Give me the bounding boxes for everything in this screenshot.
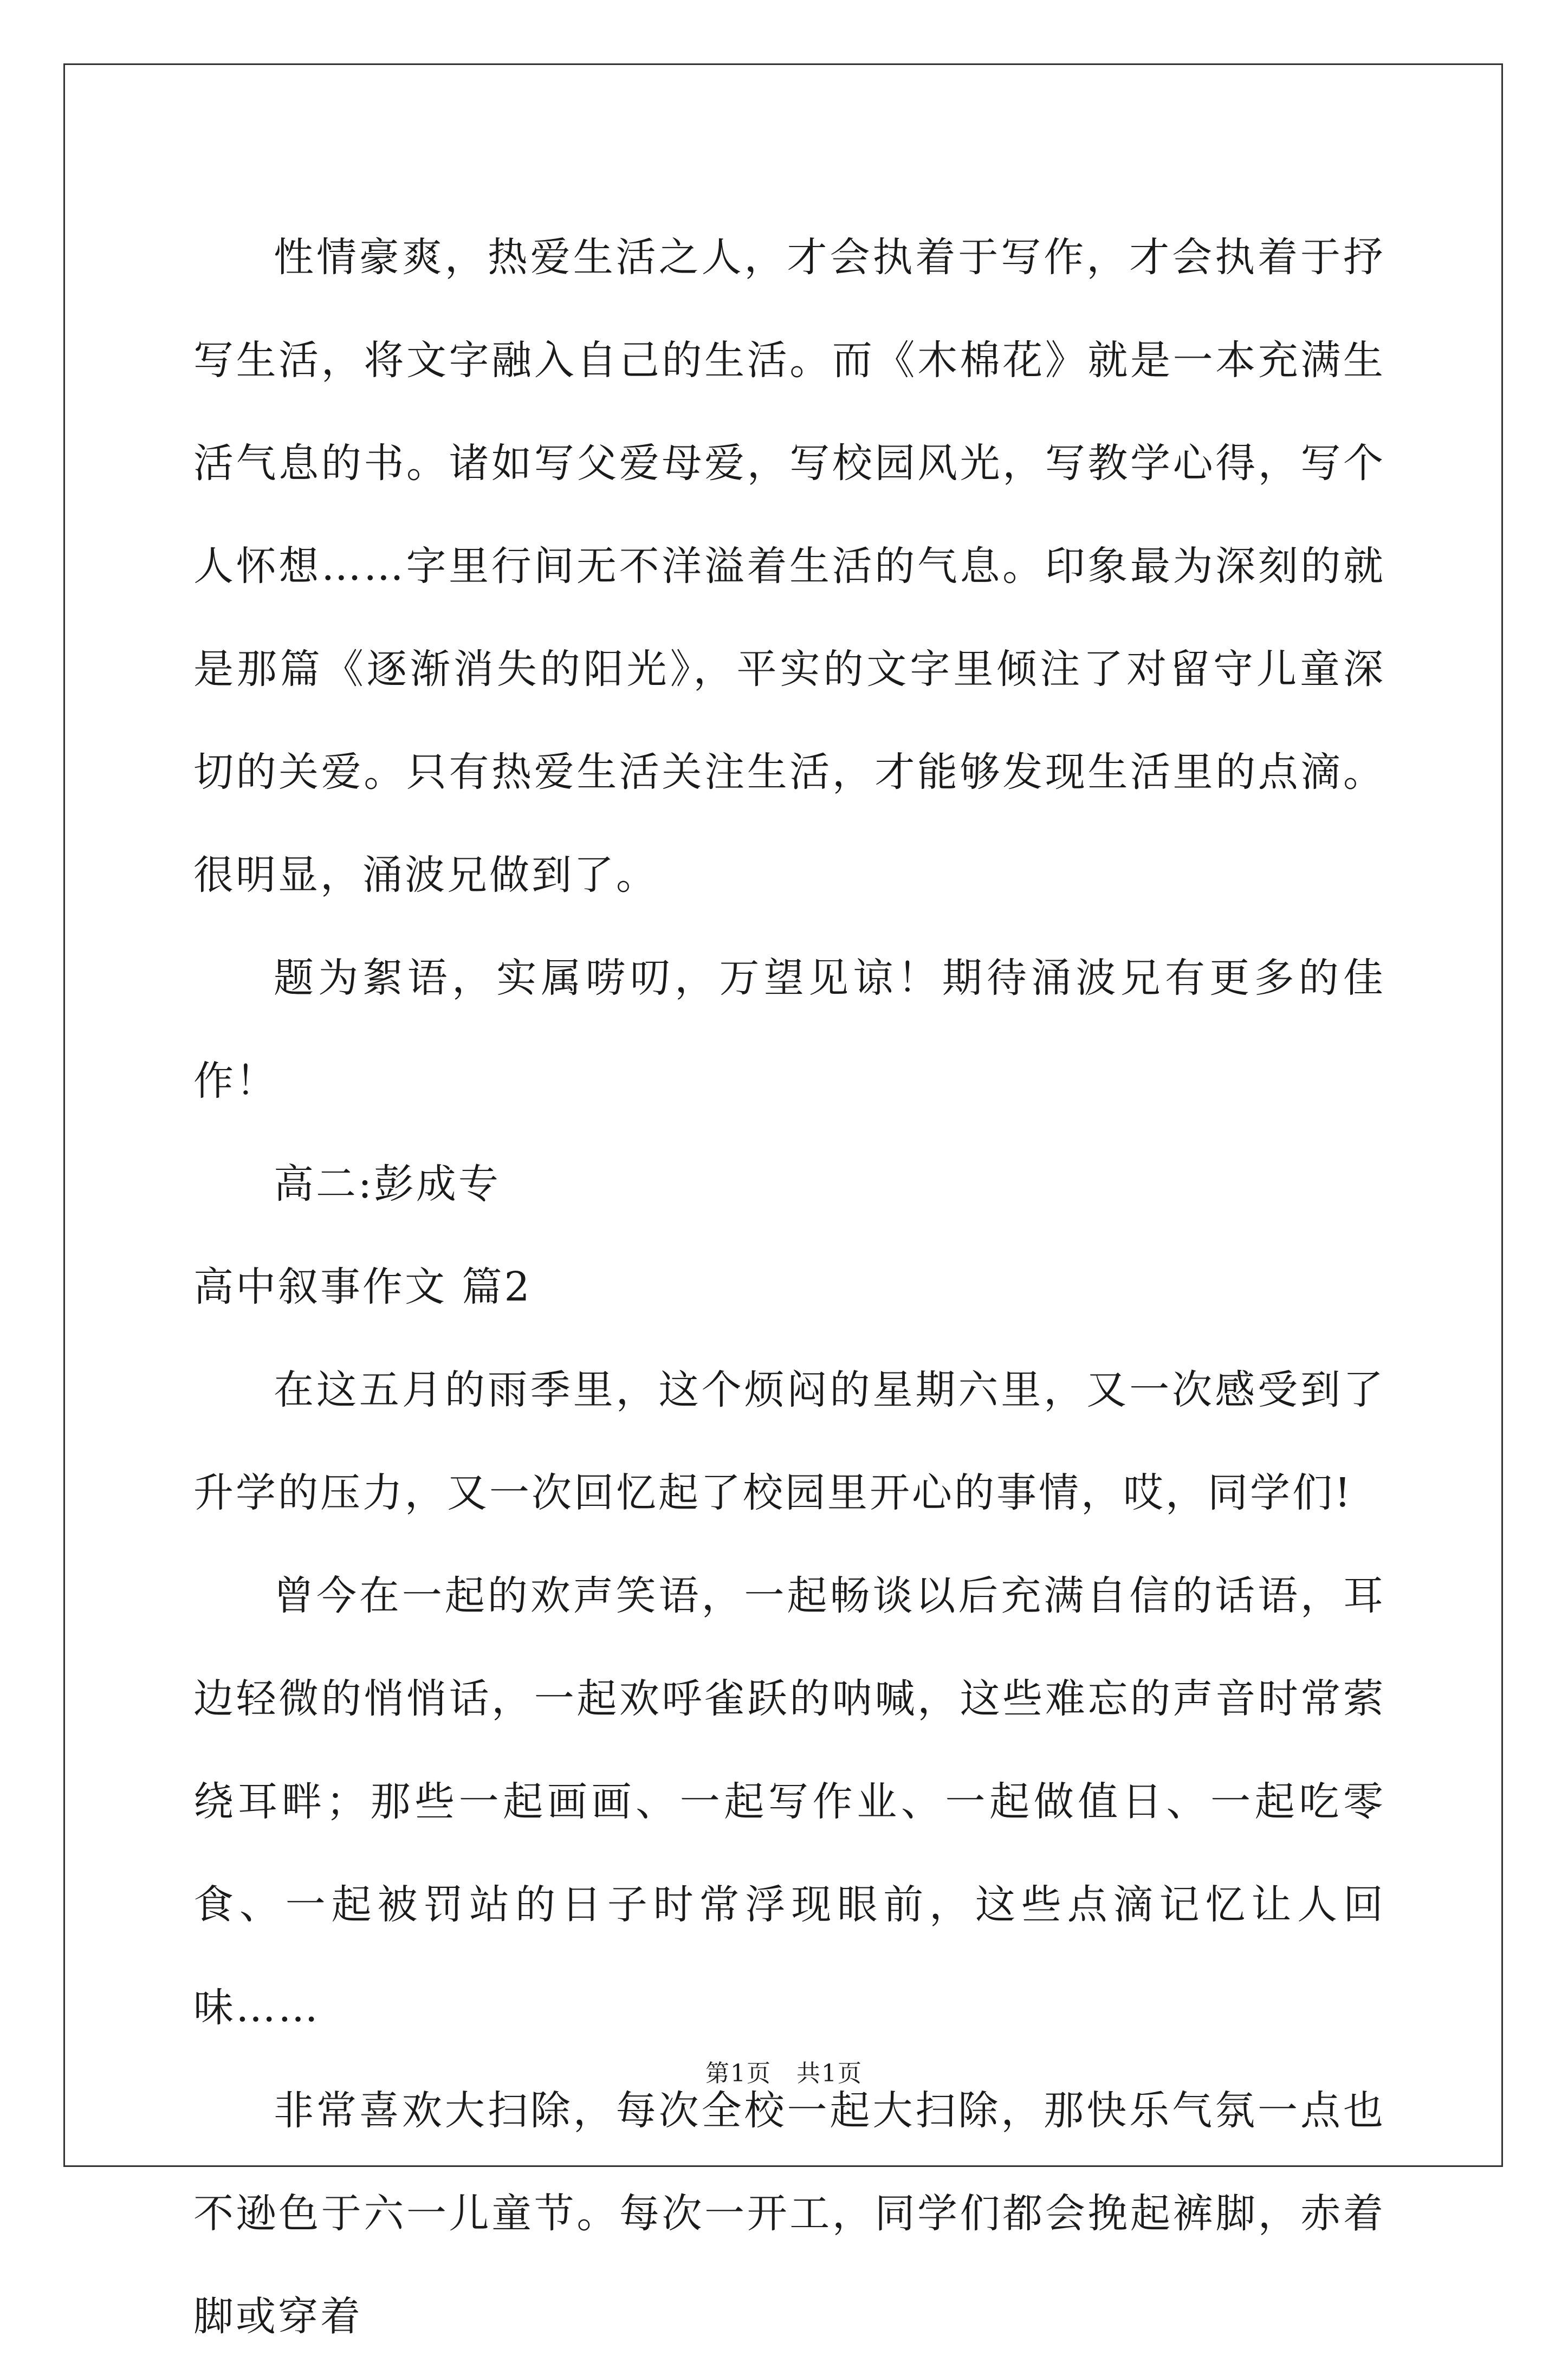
paragraph-2: 题为絮语，实属唠叨，万望见谅！期待涌波兄有更多的佳作！ — [193, 955, 1385, 1104]
section-paragraph-1: 在这五月的雨季里，这个烦闷的星期六里，又一次感受到了升学的压力，又一次回忆起了校园里开心的事情，哎，同学们! — [193, 1367, 1385, 1516]
paragraph-1: 性情豪爽，热爱生活之人，才会执着于写作，才会执着于抒写生活，将文字融入自己的生活。而《木棉花》就是一本充满生活气息的书。诸如写父爱母爱，写校园风光，写教学心得，写个人怀想……字里行间无不洋溢着生活的气息。印象最为深刻的就是那篇《逐渐消失的阳光》，平实的文字里倾注了对留守儿童深切的关爱。只有热爱生活关注生活，才能够发现生活里的点滴。很明显，涌波兄做到了。 — [193, 234, 1385, 898]
section-paragraph-2: 曾今在一起的欢声笑语，一起畅谈以后充满自信的话语，耳边轻微的悄悄话，一起欢呼雀跃的呐喊，这些难忘的声音时常萦绕耳畔；那些一起画画、一起写作业、一起做值日、一起吃零食、一起被罚站的日子时常浮现眼前，这些点滴记忆让人回味…… — [193, 1573, 1385, 2031]
page-footer: 第1页 共1页 — [705, 2060, 863, 2087]
document-body — [193, 206, 1385, 2368]
section-paragraph-3: 非常喜欢大扫除，每次全校一起大扫除，那快乐气氛一点也不逊色于六一儿童节。每次一开工，同学们都会挽起裤脚，赤着脚或穿着 — [193, 2087, 1385, 2340]
paragraph-3: 高二:彭成专 — [274, 1161, 501, 1207]
section-heading: 高中叙事作文 篇2 — [193, 1264, 532, 1310]
